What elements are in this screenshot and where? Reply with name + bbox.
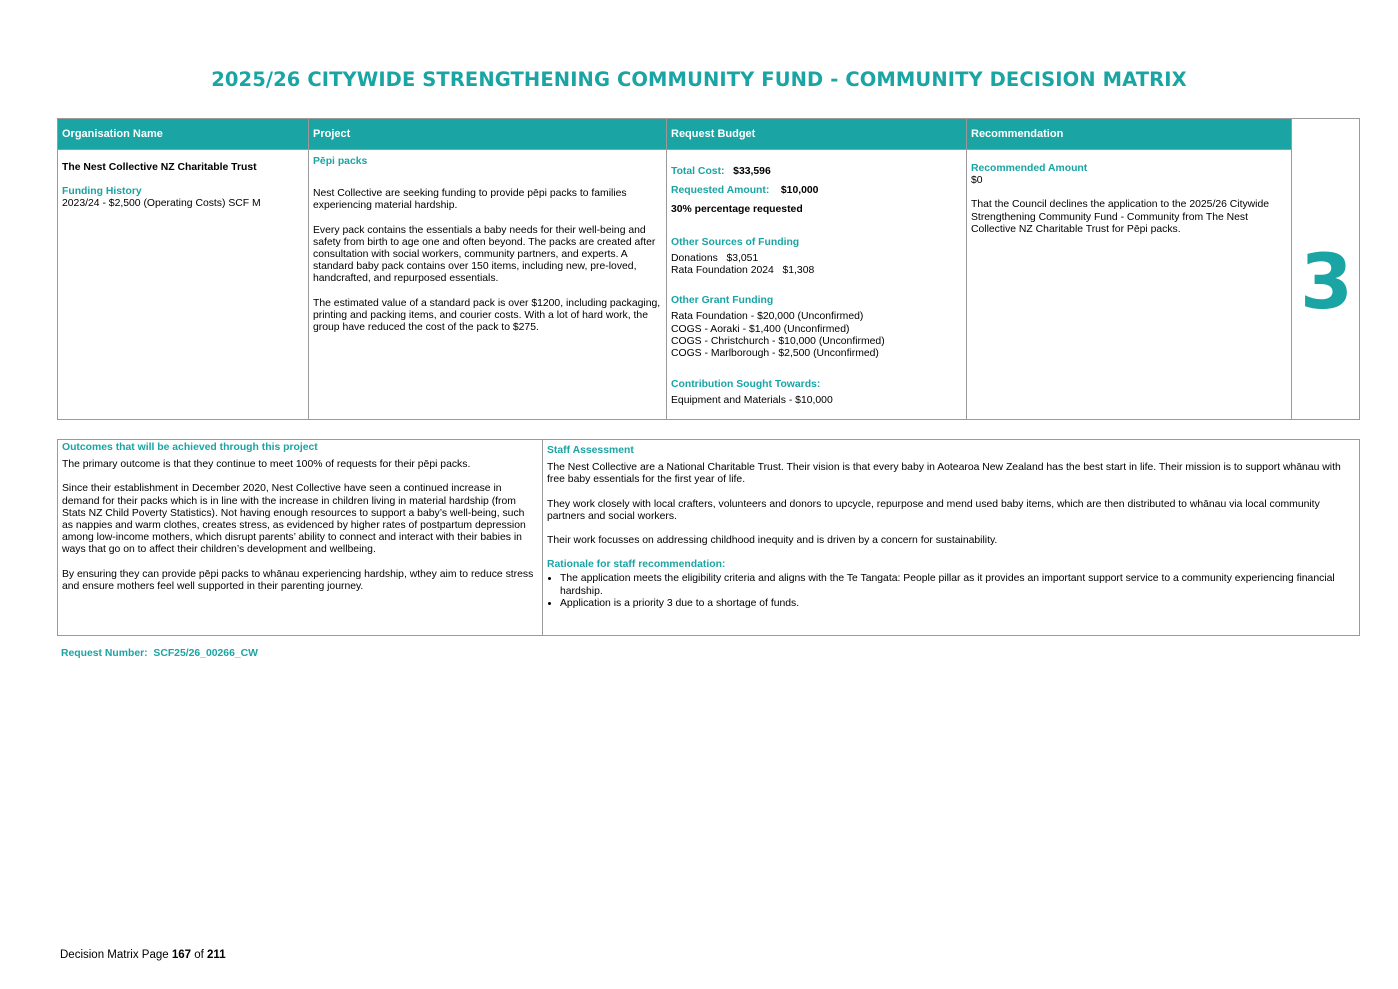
contribution-value: Equipment and Materials - $10,000 — [671, 395, 833, 407]
staff-paragraph: The Nest Collective are a National Charitable Trust. Their vision is that every baby in Aotearoa New Zealand has the best start in life. Their mission is to support whānau with free baby essentials for the first year of life. — [547, 462, 1341, 486]
outcomes-paragraph: The primary outcome is that they continue to meet 100% of requests for their pēpi packs. — [62, 459, 471, 471]
rationale-item: • Application is a priority 3 due to a shortage of funds. — [560, 598, 1355, 610]
other-source-item: Rata Foundation 2024 $1,308 — [671, 265, 815, 277]
rationale-item: • The application meets the eligibility criteria and aligns with the Te Tangata: People pillar as it provides an important support service to a community experiencing financial hardship. — [560, 573, 1355, 597]
percentage-requested: 30% percentage requested — [671, 204, 803, 216]
total-cost-label: Total Cost: — [671, 166, 725, 177]
requested-label: Requested Amount: — [671, 185, 770, 197]
request-number-label: Request Number: — [61, 648, 148, 659]
recommendation-cell — [967, 150, 1292, 420]
header-row — [58, 119, 1360, 150]
header-recommendation: Recommendation — [967, 119, 1292, 150]
page-footer — [60, 949, 226, 961]
organisation-cell — [58, 150, 309, 420]
priority-number: 3 — [1300, 237, 1351, 326]
outcomes-paragraph: Since their establishment in December 2020, Nest Collective have seen a continued increase in demand for their packs which is in line with the increase in children living in material hardship (from Stats NZ Child Poverty Statistics). Not having enough resources to support a baby’s well-being, such as nappies and warm clothes, creates stress, as evidenced by higher rates of postpartum depression among low-income mothers, which disrupt parents’ ability to connect and interact with their babies in ways that go on to affect their children’s development and wellbeing. — [62, 483, 526, 556]
footer-total-pages: 211 — [207, 949, 226, 961]
funding-history: 2023/24 - $2,500 (Operating Costs) SCF M — [62, 198, 261, 210]
recommended-amount-value: $0 — [971, 175, 983, 187]
other-grant-item: COGS - Christchurch - $10,000 (Unconfirmed) — [671, 335, 885, 347]
header-organisation: Organisation Name — [58, 119, 309, 150]
recommendation-text: That the Council declines the application to the 2025/26 Citywide Strengthening Community Fund - Community from The Nest Collective NZ Charitable Trust for Pēpi packs. — [971, 199, 1270, 235]
contribution-label: Contribution Sought Towards: — [671, 379, 821, 391]
footer-prefix: Decision Matrix Page — [60, 949, 172, 961]
organisation-name: The Nest Collective NZ Charitable Trust — [62, 162, 257, 173]
total-cost-line — [671, 166, 962, 178]
request-number-value: SCF25/26_00266_CW — [153, 648, 258, 659]
other-grants-label: Other Grant Funding — [671, 295, 774, 307]
request-number — [61, 648, 258, 659]
outcomes-cell — [58, 440, 543, 636]
page-title: 2025/26 CITYWIDE STRENGTHENING COMMUNITY FUND - COMMUNITY DECISION MATRIX — [211, 68, 1187, 91]
other-grant-item: Rata Foundation - $20,000 (Unconfirmed) — [671, 311, 864, 323]
outcomes-paragraph: By ensuring they can provide pēpi packs to whānau experiencing hardship, wthey aim to reduce stress and ensure mothers feel well supported in their parenting journey. — [62, 568, 534, 592]
header-budget: Request Budget — [667, 119, 967, 150]
staff-paragraph: They work closely with local crafters, volunteers and donors to upcycle, repurpose and mend used baby items, which are then distributed to whānau via local community partners and social workers. — [547, 498, 1320, 522]
other-source-item: Donations $3,051 — [671, 252, 759, 264]
staff-paragraph: Their work focusses on addressing childhood inequity and is driven by a concern for sustainability. — [547, 535, 998, 547]
rationale-label: Rationale for staff recommendation: — [547, 559, 726, 571]
project-paragraph: The estimated value of a standard pack is over $1200, including packaging, printing and packing items, and courier costs. With a lot of hard work, the group have reduced the cost of the pack to $275. — [313, 297, 661, 334]
other-sources-label: Other Sources of Funding — [671, 236, 800, 248]
requested-line — [671, 185, 962, 197]
assessment-table — [57, 439, 1360, 636]
total-cost-value: $33,596 — [733, 166, 771, 177]
footer-of: of — [191, 949, 208, 961]
other-grant-item: COGS - Aoraki - $1,400 (Unconfirmed) — [671, 323, 850, 335]
project-paragraph: Nest Collective are seeking funding to provide pēpi packs to families experiencing material hardship. — [313, 188, 627, 212]
staff-assessment-cell — [543, 440, 1360, 636]
footer-page-number: 167 — [171, 949, 192, 961]
staff-assessment-label: Staff Assessment — [547, 445, 634, 456]
requested-value: $10,000 — [780, 185, 819, 197]
outcomes-label: Outcomes that will be achieved through this project — [62, 442, 318, 453]
budget-cell — [667, 150, 967, 420]
project-paragraph: Every pack contains the essentials a baby needs for their well-being and safety from birth to age one and often beyond. The packs are created after consultation with social workers, community partners, and experts. A standard baby pack contains over 150 items, including new, pre-loved, handcrafted, and repurposed essentials. — [313, 224, 656, 285]
project-name: Pēpi packs — [313, 156, 368, 167]
other-grant-item: COGS - Marlborough - $2,500 (Unconfirmed) — [671, 348, 879, 360]
project-cell — [309, 150, 667, 420]
funding-history-label: Funding History — [62, 186, 142, 198]
rationale-list — [547, 573, 1355, 610]
decision-matrix-table — [57, 118, 1360, 420]
header-priority — [1292, 119, 1360, 420]
header-project: Project — [309, 119, 667, 150]
content-row — [58, 150, 1360, 420]
recommended-amount-label: Recommended Amount — [971, 163, 1088, 174]
